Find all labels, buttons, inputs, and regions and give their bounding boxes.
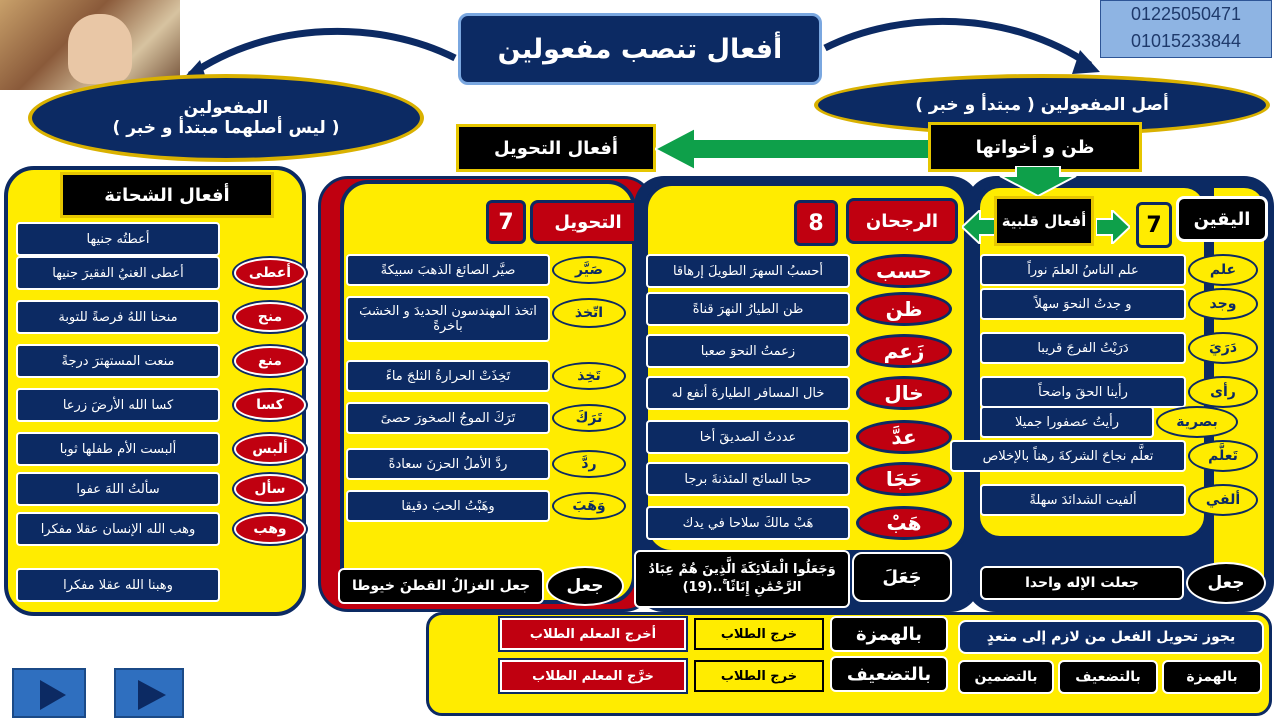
prev-slide-button[interactable] <box>12 668 86 718</box>
rujhan-count: 8 <box>794 200 838 246</box>
shahata-last-example: وهبنا الله عقلا مفكرا <box>16 568 220 602</box>
shahata-verb: سأل <box>234 474 306 504</box>
tahweel-verb: وَهَبَ <box>552 492 626 520</box>
yaqeen-verb: ألفي <box>1188 484 1258 516</box>
tadeef-trans: خرَّج المعلم الطلاب <box>500 660 686 692</box>
shahata-verb: منع <box>234 346 306 376</box>
shahata-example: كسا الله الأرضَ زرعا <box>16 388 220 422</box>
tahweel-example: اتخذ المهندسون الحديدَ و الخشبَ باخرةً <box>346 296 550 342</box>
zanna-sisters-header: ظن و أخواتها <box>928 122 1142 172</box>
shahata-example: منحنا اللهُ فرصةً للتوبة <box>16 300 220 334</box>
yaqeen-jaal: جعل <box>1186 562 1266 604</box>
yaqeen-example: ألفيت الشدائدَ سهلةً <box>980 484 1186 516</box>
shahata-verb: ألبس <box>234 434 306 464</box>
yaqeen-example: علم الناسُ العلمَ نوراً <box>980 254 1186 286</box>
shahata-first-example: أعطتُه جنيها <box>16 222 220 256</box>
green-arrow-small-right <box>1096 210 1130 244</box>
shahata-verb: وهب <box>234 514 306 544</box>
tahweel-verb: صَيَّر <box>552 256 626 284</box>
tadeef-intrans: خرج الطلاب <box>694 660 824 692</box>
green-arrow-down <box>996 166 1080 196</box>
tahweel-example: ردَّ الأملُ الحزنَ سعادةً <box>346 448 550 480</box>
rujhan-verb: حَجَا <box>856 462 952 496</box>
shahata-example: منعت المستهترَ درجةً <box>16 344 220 378</box>
yaqeen-example: رأينا الحقَ واضحاً <box>980 376 1186 408</box>
rujhan-example: عددتُ الصديقَ أخا <box>646 420 850 454</box>
page-title: أفعال تنصب مفعولين <box>458 13 822 85</box>
tahweel-jaal: جعل <box>546 566 624 606</box>
rujhan-label: الرجحان <box>846 198 958 244</box>
yaqeen-example: دَرَيْتُ الفرجَ قريبا <box>980 332 1186 364</box>
next-slide-button[interactable] <box>114 668 184 718</box>
rujhan-jaal: جَعَلَ <box>852 552 952 602</box>
shahata-example: سألتُ اللهَ عفوا <box>16 472 220 506</box>
yaqeen-example: تعلَّم نجاحَ الشركةَ رهناً بالإخلاص <box>950 440 1186 472</box>
tahweel-count: 7 <box>486 200 526 244</box>
oval-left-line1: المفعولين <box>183 98 269 118</box>
tahweel-jaal-example: جعل الغزالُ القطنَ خيوطا <box>338 568 544 604</box>
rujhan-example: هَبْ مالكَ سلاحا في يدك <box>646 506 850 540</box>
hamza-intrans: خرج الطلاب <box>694 618 824 650</box>
rujhan-example: زعمتُ النحوَ صعبا <box>646 334 850 368</box>
rujhan-example: أحسبُ السهرَ الطويلَ إرهاقا <box>646 254 850 288</box>
option-tadmeen: بالتضمين <box>958 660 1054 694</box>
rujhan-verb: زَعم <box>856 334 952 368</box>
shahata-verb: منح <box>234 302 306 332</box>
oval-right-line1: أصل المفعولين ( مبتدأ و خبر ) <box>915 95 1169 115</box>
green-arrow-left <box>655 128 935 170</box>
green-arrow-small-left <box>962 210 996 244</box>
yaqeen-verb: بصرية <box>1156 406 1238 438</box>
shahata-verb: أعطى <box>234 258 306 288</box>
yaqeen-label: اليقين <box>1176 196 1268 242</box>
option-hamza: بالهمزة <box>1162 660 1262 694</box>
rujhan-example: حجا السائح المئذنةَ برجا <box>646 462 850 496</box>
oval-left-line2: ( ليس أصلهما مبتدأ و خبر ) <box>112 118 340 138</box>
rujhan-jaal-example: وَجَعَلُوا الْمَلَائِكَةَ الَّذِينَ هُمْ عِبَادُ الرَّحْمَٰنِ إِنَاثًا ۚ..(19) <box>634 550 850 608</box>
tahweel-verb: تَرَكَ <box>552 404 626 432</box>
presenter-face <box>68 14 132 84</box>
oval-two-objects-not-subject <box>28 74 424 162</box>
tahweel-verb: تَخِذ <box>552 362 626 390</box>
shahata-example: وهب الله الإنسان عقلا مفكرا <box>16 512 220 546</box>
play-icon <box>116 670 186 720</box>
tahweel-verb: اتّخذ <box>552 298 626 328</box>
hamza-label: بالهمزة <box>830 616 948 652</box>
yaqeen-verb: رأى <box>1188 376 1258 408</box>
tahweel-verbs-header: أفعال التحويل <box>456 124 656 172</box>
tahweel-example: تَرَكَ الموجُ الصخورَ حصىً <box>346 402 550 434</box>
tahweel-example: تَخِذَتْ الحرارةُ الثلجَ ماءً <box>346 360 550 392</box>
yaqeen-verb: دَرَيَ <box>1188 332 1258 364</box>
rujhan-verb: عدَّ <box>856 420 952 454</box>
play-icon <box>14 670 88 720</box>
yaqeen-verb: تَعلَّم <box>1188 440 1258 472</box>
rujhan-example: ظن الطيارُ النهرَ قناةً <box>646 292 850 326</box>
tadeef-label: بالتضعيف <box>830 656 948 692</box>
bottom-intro: يجوز تحويل الفعل من لازم إلى متعدٍ <box>958 620 1264 654</box>
yaqeen-example: رأيتُ عصفورا جميلا <box>980 406 1154 438</box>
rujhan-verb: خال <box>856 376 952 410</box>
tahweel-label: التحويل <box>530 200 646 244</box>
tahweel-example: صيَّر الصائغ الذهبَ سبيكةً <box>346 254 550 286</box>
phone-2: 01015233844 <box>1130 31 1242 51</box>
rujhan-verb: حسب <box>856 254 952 288</box>
tahweel-verb: ردَّ <box>552 450 626 478</box>
shahata-header: أفعال الشحاتة <box>60 172 274 218</box>
rujhan-example: خال المسافر الطيارةَ أنفع له <box>646 376 850 410</box>
shahata-example: ألبست الأم طفلها ثوبا <box>16 432 220 466</box>
yaqeen-verb: وجد <box>1188 288 1258 320</box>
shahata-verb: كسا <box>234 390 306 420</box>
yaqeen-verb: علم <box>1188 254 1258 286</box>
rujhan-verb: ظن <box>856 292 952 326</box>
qalbiya-header: أفعال قلبية <box>994 196 1094 246</box>
rujhan-verb: هَبْ <box>856 506 952 540</box>
phone-1: 01225050471 <box>1130 4 1242 24</box>
option-tadeef: بالتضعيف <box>1058 660 1158 694</box>
yaqeen-count: 7 <box>1136 202 1172 248</box>
tahweel-example: وهَبْتُ الحبَ دقيقا <box>346 490 550 522</box>
yaqeen-example: و جدتُ النحوَ سهلاً <box>980 288 1186 320</box>
yaqeen-jaal-example: جعلت الإله واحدا <box>980 566 1184 600</box>
hamza-trans: أخرج المعلم الطلاب <box>500 618 686 650</box>
shahata-example: أعطى الغنيُ الفقيرَ جنيها <box>16 256 220 290</box>
